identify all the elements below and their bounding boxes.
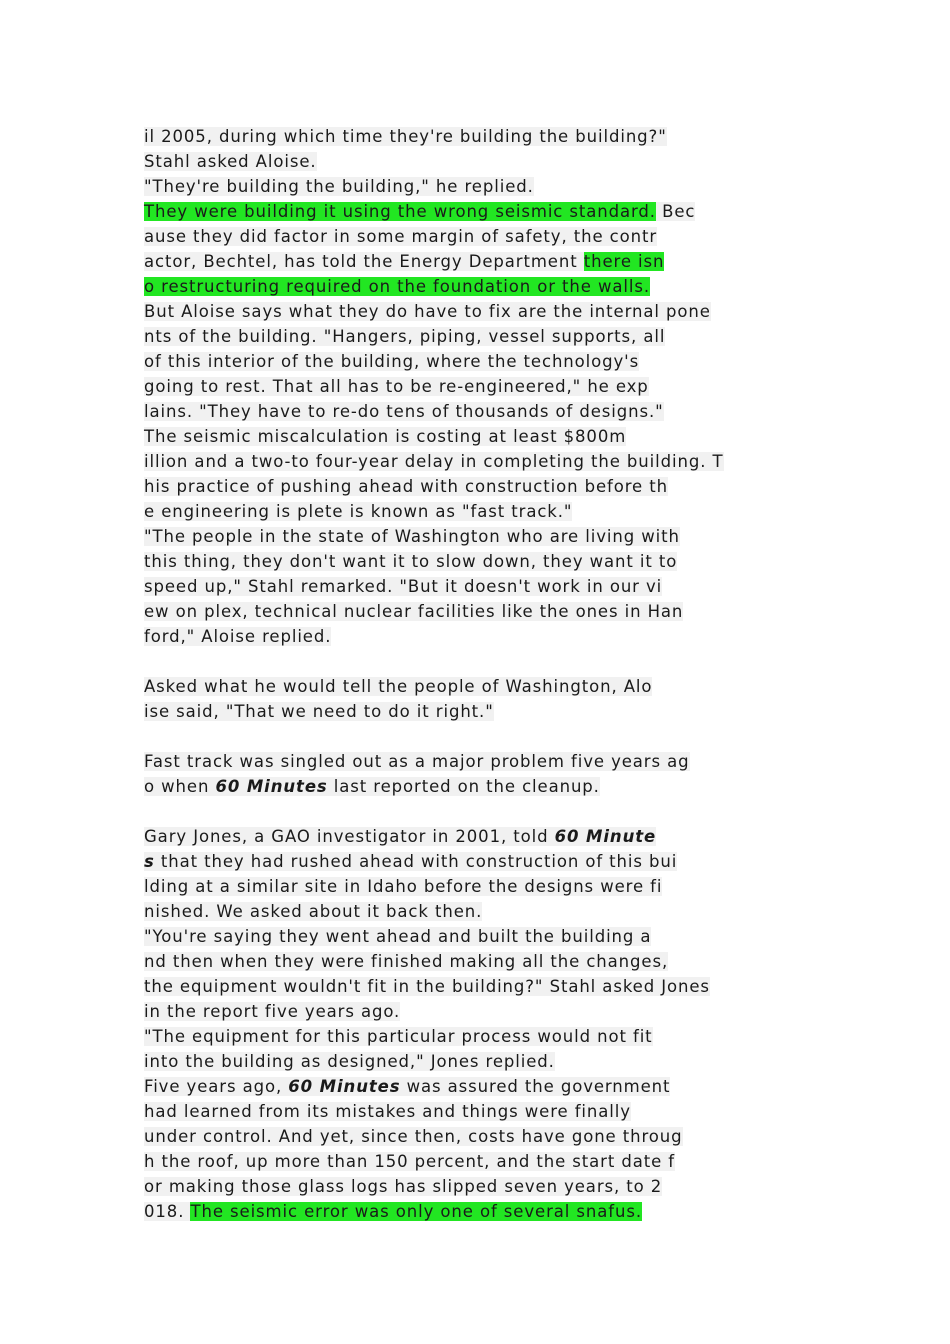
text-line	[144, 249, 814, 274]
text-line	[144, 1199, 814, 1224]
text-run: ford," Aloise replied.	[144, 627, 332, 646]
paragraph-gap	[144, 724, 814, 749]
text-line	[144, 149, 814, 174]
text-run: his practice of pushing ahead with construction before th	[144, 477, 668, 496]
text-run: lding at a similar site in Idaho before the designs were fi	[144, 877, 663, 896]
text-line	[144, 749, 814, 774]
text-run: nished. We asked about it back then.	[144, 902, 483, 921]
text-run: illion and a two-to four-year delay in completing the building. T	[144, 452, 724, 471]
text-line	[144, 974, 814, 999]
text-run: last reported on the cleanup.	[327, 777, 600, 796]
text-line	[144, 999, 814, 1024]
text-line	[144, 474, 814, 499]
text-run: "The equipment for this particular process would not fit	[144, 1027, 653, 1046]
text-run: o when	[144, 777, 216, 796]
text-run: e engineering is plete is known as "fast track."	[144, 502, 573, 521]
text-run: or making those glass logs has slipped seven years, to 2	[144, 1177, 663, 1196]
text-line	[144, 1074, 814, 1099]
paragraph-gap	[144, 799, 814, 824]
text-line	[144, 774, 814, 799]
text-line	[144, 949, 814, 974]
text-run: ause they did factor in some margin of safety, the contr	[144, 227, 658, 246]
text-run: nd then when they were finished making all the changes,	[144, 952, 669, 971]
text-run: lains. "They have to re-do tens of thousands of designs."	[144, 402, 664, 421]
text-run: of this interior of the building, where the technology's	[144, 352, 640, 371]
text-run: going to rest. That all has to be re-engineered," he exp	[144, 377, 649, 396]
text-line	[144, 349, 814, 374]
text-line	[144, 874, 814, 899]
text-line	[144, 449, 814, 474]
program-title: 60 Minutes	[288, 1077, 401, 1096]
text-line	[144, 699, 814, 724]
text-run: speed up," Stahl remarked. "But it doesn't work in our vi	[144, 577, 663, 596]
text-run: under control. And yet, since then, costs have gone throug	[144, 1127, 683, 1146]
text-run: ew on plex, technical nuclear facilities like the ones in Han	[144, 602, 684, 621]
text-run: had learned from its mistakes and things were finally	[144, 1102, 631, 1121]
text-line	[144, 524, 814, 549]
text-run: "They're building the building," he replied.	[144, 177, 534, 196]
text-line	[144, 199, 814, 224]
text-line	[144, 599, 814, 624]
text-run: in the report five years ago.	[144, 1002, 401, 1021]
text-run: The seismic miscalculation is costing at least $800m	[144, 427, 627, 446]
highlighted-text: o restructuring required on the foundation or the walls.	[144, 277, 650, 296]
text-line	[144, 499, 814, 524]
text-line	[144, 424, 814, 449]
text-line	[144, 899, 814, 924]
text-run: Bec	[655, 202, 696, 221]
text-line	[144, 849, 814, 874]
document-body	[144, 124, 814, 1224]
text-line	[144, 1099, 814, 1124]
highlighted-text: there isn	[583, 252, 665, 271]
text-run: Gary Jones, a GAO investigator in 2001, told	[144, 827, 555, 846]
highlighted-text: The seismic error was only one of several snafus.	[190, 1202, 642, 1221]
text-line	[144, 1174, 814, 1199]
program-title: 60 Minute	[554, 827, 657, 846]
text-run: nts of the building. "Hangers, piping, vessel supports, all	[144, 327, 666, 346]
text-line	[144, 274, 814, 299]
text-line	[144, 374, 814, 399]
text-line	[144, 1149, 814, 1174]
program-title: s	[144, 852, 155, 871]
text-run: But Aloise says what they do have to fix are the internal pone	[144, 302, 711, 321]
text-run: ise said, "That we need to do it right."	[144, 702, 494, 721]
text-line	[144, 1024, 814, 1049]
text-run: Stahl asked Aloise.	[144, 152, 317, 171]
text-run: was assured the government	[400, 1077, 671, 1096]
paragraph-gap	[144, 649, 814, 674]
text-run: "The people in the state of Washington who are living with	[144, 527, 680, 546]
text-line	[144, 224, 814, 249]
text-run: Fast track was singled out as a major problem five years ag	[144, 752, 690, 771]
text-run: il 2005, during which time they're building the building?"	[144, 127, 667, 146]
text-run: that they had rushed ahead with construction of this bui	[154, 852, 678, 871]
text-line	[144, 549, 814, 574]
text-line	[144, 399, 814, 424]
text-line	[144, 1124, 814, 1149]
text-line	[144, 674, 814, 699]
text-run: 018.	[144, 1202, 191, 1221]
text-line	[144, 299, 814, 324]
text-run: the equipment wouldn't fit in the building?" Stahl asked Jones	[144, 977, 710, 996]
text-line	[144, 624, 814, 649]
text-run: this thing, they don't want it to slow down, they want it to	[144, 552, 678, 571]
text-line	[144, 574, 814, 599]
text-run: h the roof, up more than 150 percent, and the start date f	[144, 1152, 676, 1171]
program-title: 60 Minutes	[215, 777, 328, 796]
text-line	[144, 174, 814, 199]
text-run: Asked what he would tell the people of Washington, Alo	[144, 677, 653, 696]
text-line	[144, 824, 814, 849]
text-line	[144, 924, 814, 949]
text-line	[144, 324, 814, 349]
highlighted-text: They were building it using the wrong seismic standard.	[144, 202, 656, 221]
text-run: into the building as designed," Jones replied.	[144, 1052, 555, 1071]
text-run: "You're saying they went ahead and built the building a	[144, 927, 652, 946]
text-line	[144, 1049, 814, 1074]
text-line	[144, 124, 814, 149]
text-run: actor, Bechtel, has told the Energy Department	[144, 252, 584, 271]
text-run: Five years ago,	[144, 1077, 289, 1096]
